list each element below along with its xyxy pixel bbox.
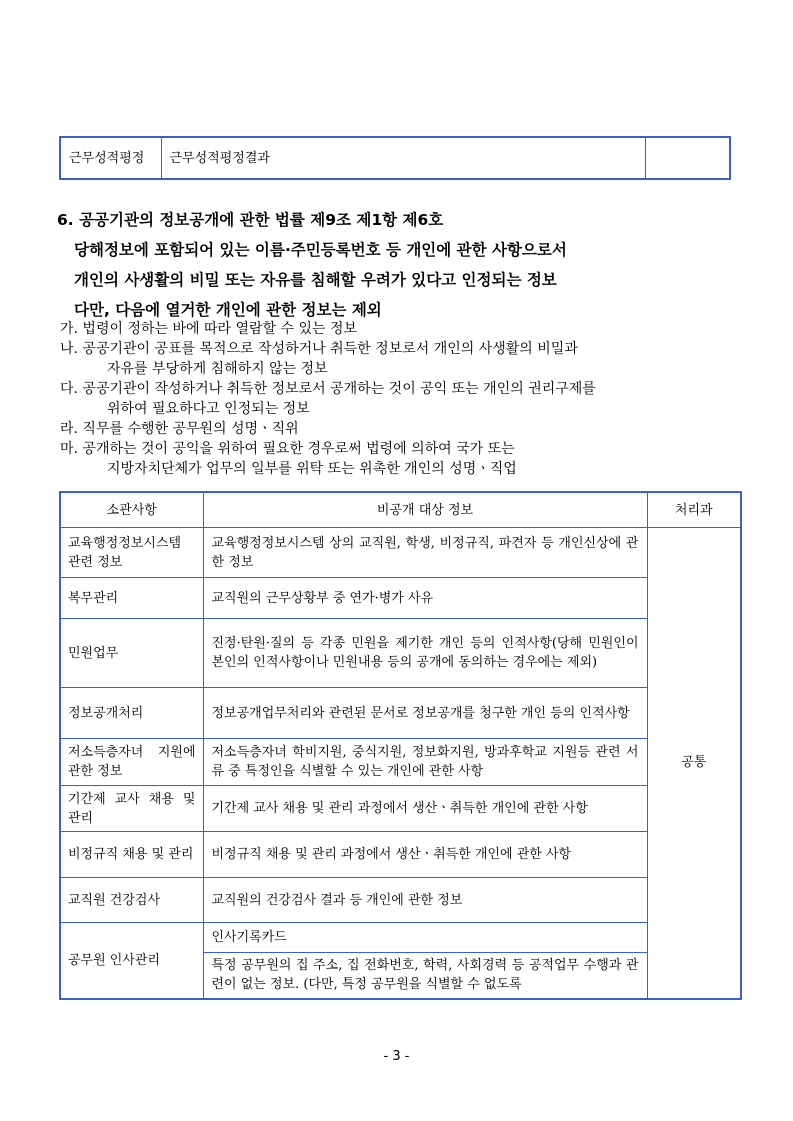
- category-cell: 민원업무: [60, 619, 203, 688]
- table-row: [60, 786, 741, 832]
- table-row: [60, 739, 741, 786]
- table-row: [60, 528, 741, 578]
- info-cell: 저소득층자녀 학비지원, 중식지원, 정보화지원, 방과후학교 지원등 관련 서류 중 특정인을 식별할 수 있는 개인에 관한 사항: [203, 739, 647, 786]
- category-cell: 교직원 건강검사: [60, 878, 203, 923]
- page-number: - 3 -: [383, 1049, 410, 1064]
- list-item: 다. 공공기관이 작성하거나 취득한 정보로서 공개하는 것이 공익 또는 개인의 권리구제를 위하여 필요하다고 인정되는 정보: [60, 381, 596, 417]
- info-cell: 교직원의 건강검사 결과 등 개인에 관한 정보: [203, 878, 647, 923]
- header-dept: 처리과: [647, 492, 741, 528]
- category-cell: 근무성적평정: [60, 137, 161, 179]
- table-header-row: [60, 492, 741, 528]
- info-cell: 인사기록카드: [203, 923, 647, 953]
- header-category: 소관사항: [60, 492, 203, 528]
- section-line-1: 당해정보에 포함되어 있는 이름·주민등록번호 등 개인에 관한 사항으로서: [74, 241, 567, 259]
- section-heading: [57, 205, 757, 325]
- section-line-2: 개인의 사생활의 비밀 또는 자유를 침해할 우려가 있다고 인정되는 정보: [74, 271, 557, 289]
- category-cell: 비정규직 채용 및 관리: [60, 832, 203, 878]
- header-info: 비공개 대상 정보: [203, 492, 647, 528]
- category-cell: 저소득층자녀 지원에 관한 정보: [60, 739, 203, 786]
- list-item: 가. 법령이 정하는 바에 따라 열람할 수 있는 정보: [60, 321, 358, 337]
- info-cell: 근무성적평정결과: [161, 137, 645, 179]
- list-item: 라. 직무를 수행한 공무원의 성명ㆍ직위: [60, 421, 299, 437]
- list-item: 나. 공공기관이 공표를 목적으로 작성하거나 취득한 정보로서 개인의 사생활의 비밀과 자유를 부당하게 침해하지 않는 정보: [60, 341, 578, 377]
- exception-list: [60, 319, 760, 479]
- table-row: [60, 878, 741, 923]
- info-cell: 교직원의 근무상황부 중 연가·병가 사유: [203, 578, 647, 619]
- table-row: [60, 137, 730, 179]
- info-cell: 특정 공무원의 집 주소, 집 전화번호, 학력, 사회경력 등 공적업무 수행과 관련이 없는 정보. (다만, 특정 공무원을 식별할 수 없도록: [203, 953, 647, 999]
- info-cell: 정보공개업무처리와 관련된 문서로 정보공개를 청구한 개인 등의 인적사항: [203, 688, 647, 739]
- category-cell: 복무관리: [60, 578, 203, 619]
- section-title: 6. 공공기관의 정보공개에 관한 법률 제9조 제1항 제6호: [57, 211, 444, 229]
- table-row: [60, 619, 741, 688]
- nondisclosure-table: [59, 491, 742, 1000]
- info-cell: 진정·탄원·질의 등 각종 민원을 제기한 개인 등의 인적사항(당해 민원인이 본인의 인적사항이나 민원내용 등의 공개에 동의하는 경우에는 제외): [203, 619, 647, 688]
- table-row: [60, 578, 741, 619]
- section-line-3: 다만, 다음에 열거한 개인에 관한 정보는 제외: [74, 301, 382, 319]
- category-cell: 공무원 인사관리: [60, 923, 203, 999]
- info-cell: 비정규직 채용 및 관리 과정에서 생산ㆍ취득한 개인에 관한 사항: [203, 832, 647, 878]
- category-cell: 교육행정정보시스템 관련 정보: [60, 528, 203, 578]
- dept-cell: [645, 137, 730, 179]
- list-item: 마. 공개하는 것이 공익을 위하여 필요한 경우로써 법령에 의하여 국가 또는 지방자치단체가 업무의 일부를 위탁 또는 위촉한 개인의 성명ㆍ직업: [60, 441, 517, 477]
- top-table: [59, 136, 731, 180]
- info-cell: 교육행정정보시스템 상의 교직원, 학생, 비정규직, 파견자 등 개인신상에 관한 정보: [203, 528, 647, 578]
- table-row: [60, 923, 741, 953]
- dept-cell: 공통: [647, 528, 741, 999]
- category-cell: 기간제 교사 채용 및 관리: [60, 786, 203, 832]
- table-row: [60, 832, 741, 878]
- info-cell: 기간제 교사 채용 및 관리 과정에서 생산ㆍ취득한 개인에 관한 사항: [203, 786, 647, 832]
- table-row: [60, 688, 741, 739]
- category-cell: 정보공개처리: [60, 688, 203, 739]
